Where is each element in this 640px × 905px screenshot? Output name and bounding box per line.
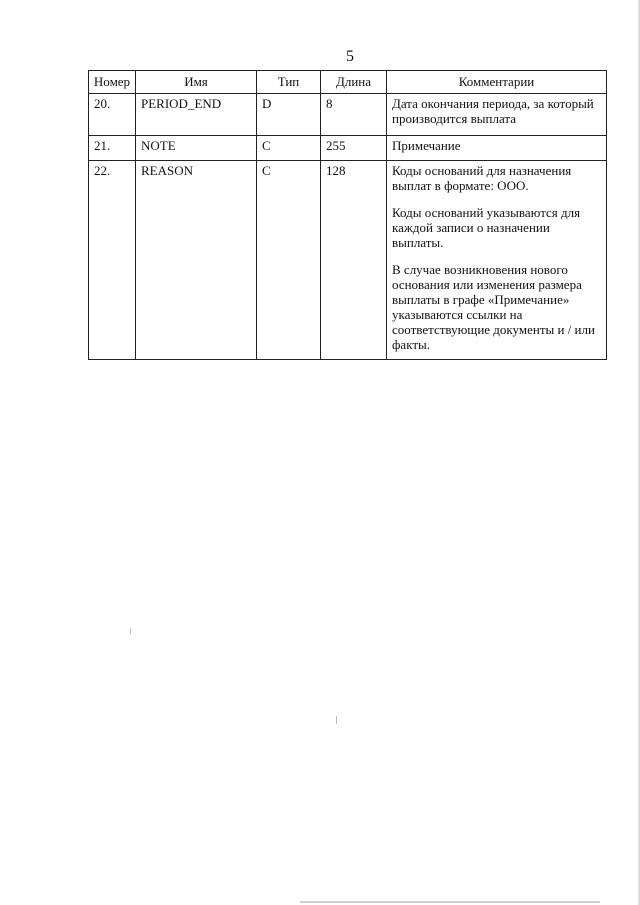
cell-name: REASON: [136, 161, 257, 360]
table-row: [89, 94, 607, 136]
header-comments: Комментарии: [387, 71, 607, 94]
comment-text: Дата окончания периода, за который производится выплата: [392, 96, 594, 126]
table-header-row: [89, 71, 607, 94]
cell-name: NOTE: [136, 136, 257, 161]
table-row: [89, 136, 607, 161]
table-row: [89, 161, 607, 360]
page-number: 5: [346, 48, 354, 65]
cell-number: 21.: [89, 136, 136, 161]
cell-comments: [387, 136, 607, 161]
cell-type: C: [257, 136, 321, 161]
header-length: Длина: [321, 71, 387, 94]
cell-name: PERIOD_END: [136, 94, 257, 136]
field-spec-table: [88, 70, 607, 360]
cell-comments: [387, 161, 607, 360]
scan-edge-shadow: [300, 901, 600, 903]
cell-number: 20.: [89, 94, 136, 136]
cell-number: 22.: [89, 161, 136, 360]
comment-text: Коды оснований для назначения выплат в формате: OOO.: [392, 163, 572, 193]
cell-type: D: [257, 94, 321, 136]
cell-length: 128: [321, 161, 387, 360]
header-number: Номер: [89, 71, 136, 94]
scan-speck: [336, 716, 337, 724]
comment-text: Коды оснований указываются для каждой записи о назначении выплаты.: [392, 205, 581, 250]
header-type: Тип: [257, 71, 321, 94]
cell-type: C: [257, 161, 321, 360]
cell-length: 8: [321, 94, 387, 136]
comment-text: Примечание: [392, 138, 461, 153]
scan-speck: [130, 628, 131, 634]
cell-comments: [387, 94, 607, 136]
comment-text: В случае возникновения нового основания или изменения размера выплаты в графе «Примечание» указываются ссылки на соответствующие документы и / или факты.: [392, 262, 595, 352]
header-name: Имя: [136, 71, 257, 94]
cell-length: 255: [321, 136, 387, 161]
